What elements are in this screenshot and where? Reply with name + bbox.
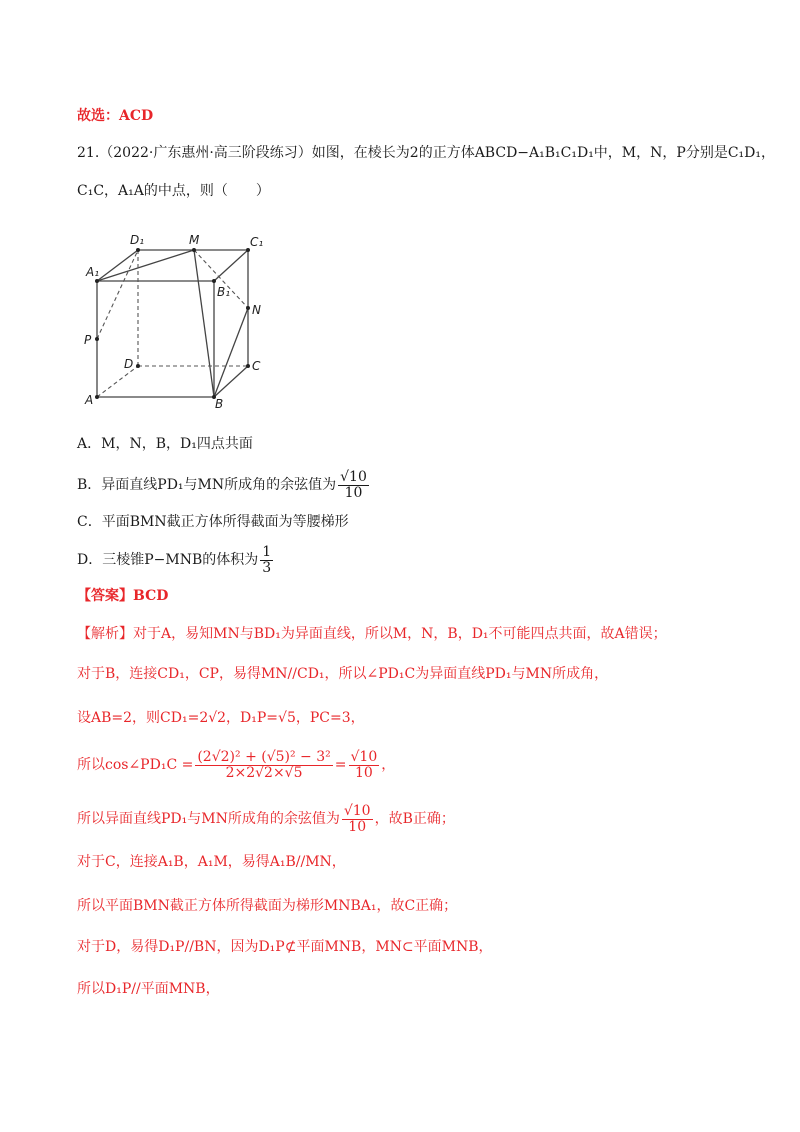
option-d bbox=[77, 543, 760, 577]
solution-5-text: 所以异面直线PD₁与MN所成角的余弦值为 bbox=[77, 811, 340, 827]
cos-result-denominator: 10 bbox=[354, 764, 373, 781]
label-N: N bbox=[252, 303, 261, 317]
option-d-text: D．三棱锥P−MNB的体积为 bbox=[77, 552, 259, 568]
label-C: C bbox=[252, 359, 261, 373]
label-A1: A₁ bbox=[86, 265, 100, 279]
option-d-numerator: 1 bbox=[262, 543, 272, 560]
previous-answer: 故选：ACD bbox=[77, 108, 154, 124]
option-d-fraction bbox=[260, 545, 273, 576]
cos-result-fraction bbox=[349, 750, 380, 781]
option-b-numerator: √10 bbox=[340, 468, 367, 485]
solution-5-denominator: 10 bbox=[348, 818, 367, 835]
solution-line-5 bbox=[77, 802, 760, 836]
solution-5-end: ，故B正确； bbox=[374, 811, 455, 827]
option-a: A．M，N，B，D₁四点共面 bbox=[77, 436, 253, 452]
solution-line-8: 对于D，易得D₁P//BN，因为D₁P⊄平面MNB，MN⊂平面MNB， bbox=[77, 939, 493, 955]
option-b bbox=[77, 468, 760, 502]
solution-line-6: 对于C，连接A₁B，A₁M，易得A₁B//MN， bbox=[77, 854, 346, 870]
label-D: D bbox=[124, 357, 134, 371]
option-d-denominator: 3 bbox=[262, 559, 272, 576]
label-M: M bbox=[189, 233, 200, 247]
label-B1: B₁ bbox=[217, 285, 231, 299]
label-B: B bbox=[215, 397, 224, 411]
label-C1: C₁ bbox=[250, 235, 264, 249]
label-A: A bbox=[85, 393, 94, 407]
option-b-denominator: 10 bbox=[344, 484, 363, 501]
cos-result-numerator: √10 bbox=[350, 748, 378, 765]
option-c: C．平面BMN截正方体所得截面为等腰梯形 bbox=[77, 514, 349, 530]
label-D1: D₁ bbox=[130, 233, 145, 247]
cos-fraction bbox=[195, 750, 332, 781]
label-P: P bbox=[84, 333, 92, 347]
solution-line-7: 所以平面BMN截正方体所得截面为梯形MNBA₁，故C正确； bbox=[77, 898, 458, 914]
option-b-text: B．异面直线PD₁与MN所成角的余弦值为 bbox=[77, 477, 337, 493]
cos-numerator: (2√2)² + (√5)² − 3² bbox=[197, 748, 331, 765]
solution-5-numerator: √10 bbox=[343, 802, 371, 819]
cube-figure bbox=[80, 228, 280, 418]
cos-line-end: ， bbox=[381, 757, 396, 773]
solution-5-fraction bbox=[342, 804, 373, 835]
question-line-1: 21.（2022·广东惠州·高三阶段练习）如图，在棱长为2的正方体ABCD−A₁B₁C₁D₁中，M，N，P分别是C₁D₁， bbox=[77, 145, 775, 161]
solution-line-2: 对于B，连接CD₁，CP，易得MN//CD₁，所以∠PD₁C为异面直线PD₁与MN所成角， bbox=[77, 666, 609, 682]
solution-line-4 bbox=[77, 748, 760, 782]
answer: 【答案】BCD bbox=[77, 588, 169, 604]
cos-equals: = bbox=[334, 757, 347, 773]
solution-line-9: 所以D₁P//平面MNB， bbox=[77, 981, 220, 997]
cos-formula-label: 所以cos∠PD₁C = bbox=[77, 757, 194, 773]
cos-denominator: 2×2√2×√5 bbox=[225, 764, 303, 781]
solution-line-1: 【解析】对于A，易知MN与BD₁为异面直线，所以M，N，B，D₁不可能四点共面，故A错误； bbox=[77, 626, 667, 642]
question-line-2: C₁C，A₁A的中点，则（ ） bbox=[77, 183, 270, 199]
option-b-fraction bbox=[338, 470, 369, 501]
solution-line-3: 设AB=2，则CD₁=2√2，D₁P=√5，PC=3， bbox=[77, 710, 365, 726]
